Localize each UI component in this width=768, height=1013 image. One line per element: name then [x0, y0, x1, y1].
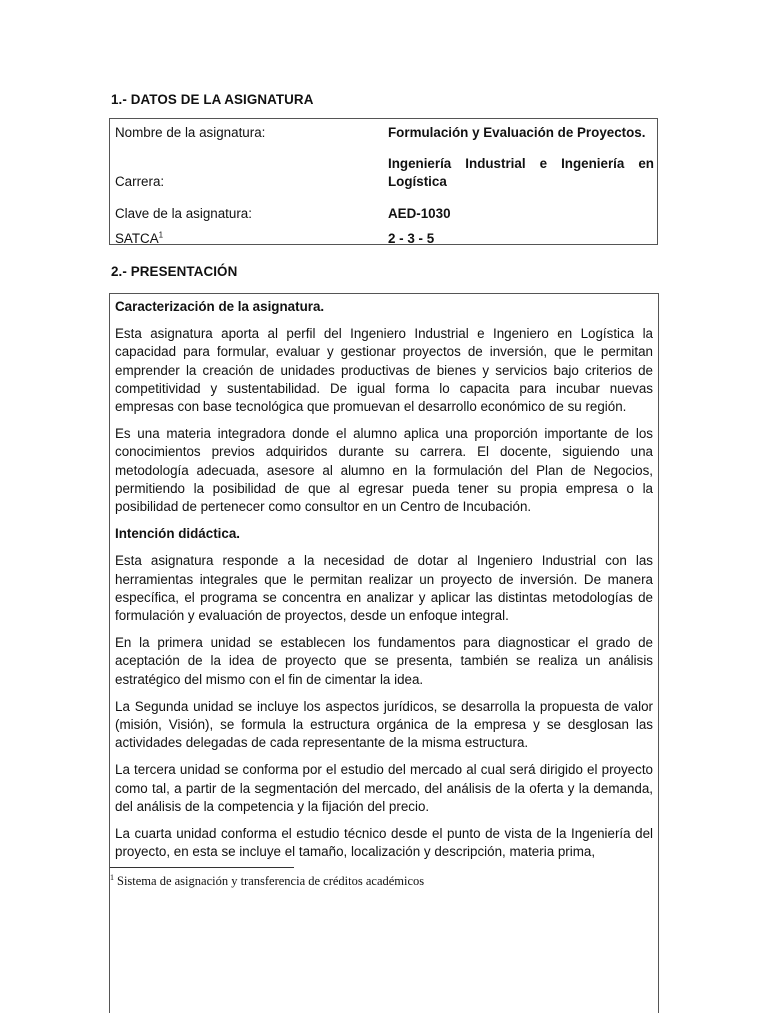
datos-asignatura-table — [109, 118, 658, 245]
paragraph-4: En la primera unidad se establecen los fundamentos para diagnosticar el grado de aceptación de la idea de proyecto que se presenta, también se realiza un análisis estratégico del mismo con el fin de cimentar la idea. — [115, 635, 653, 687]
clave-value: AED-1030 — [388, 206, 451, 221]
caracterizacion-heading: Caracterización de la asignatura. — [115, 299, 325, 314]
paragraph-5: La Segunda unidad se incluye los aspectos jurídicos, se desarrolla la propuesta de valor (misión, Visión), se formula la estructura orgánica de la empresa y se desglosan las actividades delegadas de cada representante de la misma estructura. — [115, 698, 653, 751]
section-2-heading: 2.- PRESENTACIÓN — [111, 264, 238, 279]
satca-label-wrapper — [115, 231, 163, 246]
clave-label: Clave de la asignatura: — [115, 206, 252, 221]
section-1-heading: 1.- DATOS DE LA ASIGNATURA — [111, 92, 314, 107]
satca-value: 2 - 3 - 5 — [388, 231, 435, 246]
paragraph-7: La cuarta unidad conforma el estudio técnico desde el punto de vista de la Ingeniería del proyecto, en esta se incluye el tamaño, localización y descripción, materia prima, — [115, 826, 653, 860]
footnote-text: Sistema de asignación y transferencia de créditos académicos — [117, 874, 425, 888]
footnote — [110, 874, 424, 889]
carrera-value: Ingeniería Industrial e Ingeniería en Logística — [388, 156, 654, 189]
footnote-separator — [110, 867, 294, 868]
paragraph-1: Esta asignatura aporta al perfil del Ingeniero Industrial e Ingeniero en Logística la capacidad para formular, evaluar y gestionar proyectos de inversión, que le permitan emprender la creación de unidades productivas de bienes y servicios bajo criterios de competitividad y sustentabilidad. De igual forma lo capacita para incubar nuevas empresas con base tecnológica que promuevan el desarrollo económico de su región. — [115, 326, 653, 415]
footnote-mark: 1 — [110, 872, 114, 882]
nombre-value: Formulación y Evaluación de Proyectos. — [388, 125, 646, 140]
carrera-label: Carrera: — [115, 174, 165, 189]
paragraph-6: La tercera unidad se conforma por el estudio del mercado al cual será dirigido el proyecto como tal, a partir de la segmentación del mercado, del análisis de la oferta y la demanda, del análisis de la competencia y la fijación del precio. — [115, 762, 653, 814]
intencion-heading: Intención didáctica. — [115, 526, 241, 542]
satca-footnote-mark: 1 — [158, 230, 164, 240]
paragraph-2: Es una materia integradora donde el alumno aplica una proporción importante de los conocimientos previos adquiridos durante su carrera. El docente, siguiendo una metodología adecuada, asesore al alumno en la formulación del Plan de Negocios, permitiendo la posibilidad de que al egresar pueda tener su propia empresa o la posibilidad de pertenecer como consultor en un Centro de Incubación. — [115, 426, 653, 515]
presentacion-box — [109, 293, 659, 1013]
nombre-label: Nombre de la asignatura: — [115, 125, 266, 140]
satca-label: SATCA — [115, 231, 159, 246]
paragraph-3: Esta asignatura responde a la necesidad de dotar al Ingeniero Industrial con las herramientas integrales que le permitan realizar un proyecto de inversión. De manera específica, el programa se concentra en analizar y aplicar las distintas metodologías de formulación y evaluación de proyectos, desde un enfoque integral. — [115, 553, 653, 624]
